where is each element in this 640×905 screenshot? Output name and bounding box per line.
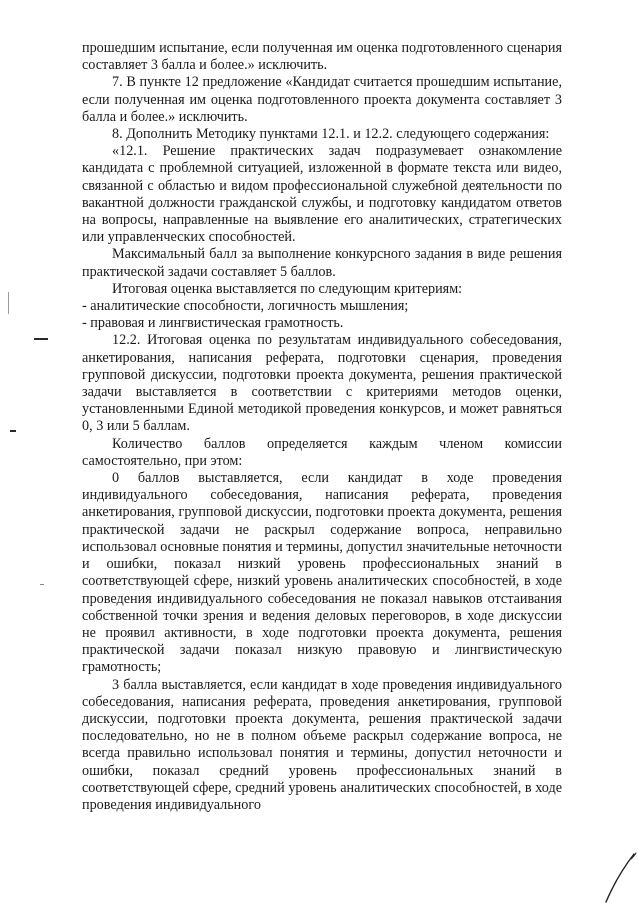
paragraph-item-8: 8. Дополнить Методику пунктами 12.1. и 12.2. следующего содержания: [112,126,550,143]
criteria-item-2: - правовая и лингвистическая грамотность. [82,315,344,332]
margin-scan-mark [10,430,16,432]
paragraph-continuation: прошедшим испытание, если полученная им оценка подготовленного сценария составляет 3 балла и более.» исключить. [82,40,562,74]
paragraph-score-count: Количество баллов определяется каждым членом комиссии самостоятельно, при этом: [82,435,562,469]
paragraph-score-0: 0 баллов выставляется, если кандидат в ходе проведения индивидуального собеседования, написания реферата, проведения анкетирования, групповой дискуссии, подготовки проекта документа, решения практической задачи не раскрыл содержание вопроса, неправильно использовал основные понятия и термины, допустил значительные неточности и ошибки, показал низкий уровень профессиональных знаний в соответствующей сфере, низкий уровень аналитических способностей, в ходе проведения индивидуального собеседования не показал навыков отстаивания собственной точки зрения и ведения деловых переговоров, в ходе дискуссии не проявил активности, в ходе подготовки проекта документа, решения практической задачи показал низкую правовую и лингвистическую грамотность; [82,470,562,676]
initial-signature [600,850,640,905]
paragraph-score-3: 3 балла выставляется, если кандидат в ходе проведения индивидуального собеседования, написания реферата, проведения анкетирования, групповой дискуссии, подготовки проекта документа, решения практической задачи последовательно, но не в полном объеме раскрыл содержание вопроса, не всегда правильно использовал понятия и термины, допустил неточности и ошибки, показал средний уровень профессиональных знаний в соответствующей сфере, средний уровень аналитических способностей, в ходе проведения индивидуального [82,676,562,813]
criteria-item-1: - аналитические способности, логичность мышления; [82,298,409,315]
margin-scan-mark [40,584,44,585]
paragraph-criteria-intro: Итоговая оценка выставляется по следующим критериям: [112,280,463,297]
paragraph-12-1: «12.1. Решение практических задач подразумевает ознакомление кандидата с проблемной ситуацией, изложенной в формате текста или видео, связанной с областью и видом профессиональной служебной деятельности по вакантной должности гражданской службы, и подготовку кандидатом ответов на вопросы, направленные на выявление его аналитических, стратегических или управленческих способностей. [82,143,562,246]
document-body [82,40,562,814]
paragraph-max-score: Максимальный балл за выполнение конкурсного задания в виде решения практической задачи составляет 5 баллов. [82,246,562,280]
paragraph-12-2: 12.2. Итоговая оценка по результатам индивидуального собеседования, анкетирования, написания реферата, подготовки сценария, проведения групповой дискуссии, подготовки проекта документа, решения практической задачи выставляется в соответствии с критериями методов оценки, установленными Единой методикой проведения конкурсов, и может равняться 0, 3 или 5 баллам. [82,332,562,435]
paragraph-item-7: 7. В пункте 12 предложение «Кандидат считается прошедшим испытание, если полученная им оценка подготовленного проекта документа составляет 3 балла и более.» исключить. [82,74,562,125]
margin-scan-mark [8,292,9,314]
margin-scan-mark [34,338,48,340]
